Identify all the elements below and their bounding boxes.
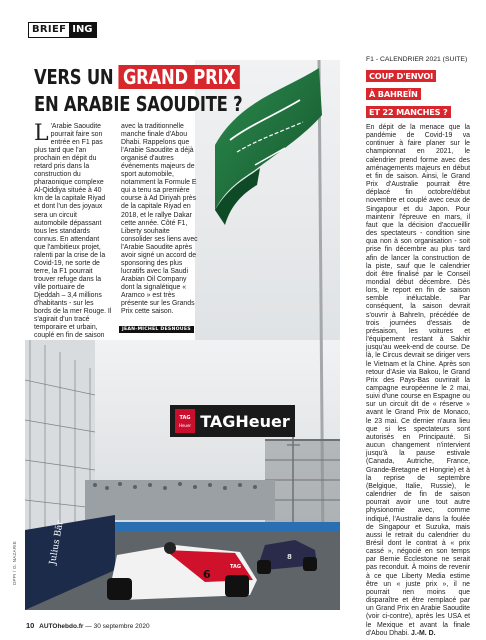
article-text-1: 'Arabie Saoudite pourrait faire son entrée en F1 pas plus tard que l'an prochain en dépit du retard pris dans la construction du pharaonique complexe Al-Qiddiya située à 40 km de la capitale Riyad et dont l'un des joyaux sera un circuit automobile dépassant tous les standards connus. En attendant que l'ambitieux projet, ralenti par la crise de la Covid-19, ne sorte de terre, la F1 pourrait trouver refuge dans la ville portuaire de Djeddah – 3,4 millions d'habitants - sur les bords de la mer Rouge. Il s'agirait d'un tracé temporaire et urbain, couplé en fin de saison [34,123,112,340]
magazine-name: AUTOhebdo.fr [39,623,84,630]
svg-text:6: 6 [203,568,211,581]
sidebar-article [366,56,470,638]
section-header-word: BRIEF [32,24,67,35]
svg-text:TAG: TAG [179,415,191,421]
sidebar-title-3: ET 22 MANCHES ? [366,106,451,118]
article-column-1 [34,123,112,340]
article-text-2: avec la traditionnelle manche finale d'Abou Dhabi. Rappelons que l'Arabie Saoudite a déjà organisé d'autres événements majeurs de sport automobile, notamment la Formule E qui a tenu sa première course à Ad Diriyah près de la capitale Riyad en 2018, et le rallye Dakar cette année. Côté F1, Liberty souhaite consolider ses liens avec l'Arabie Saoudite après avoir signé un accord de sponsoring des plus lucratifs avec la Saudi Arabian Oil Company dont la signalétique « Aramco » est très présente sur les Grands Prix cette saison. [121,123,198,316]
section-header-tag: ING [69,23,95,37]
issue-date: 30 septembre 2020 [93,623,150,630]
article-title: VERS UN GRAND PRIX EN ARABIE SAOUDITE ? [34,65,243,116]
svg-text:Julius Bär: Julius Bär [48,519,66,566]
sidebar-text: En dépit de la menace que la pandémie de Covid-19 va continuer à faire planer sur le championnat en 2021, le calendrier prend forme avec des aménagements majeurs en début et fin de saison. Ainsi, le Grand Prix d'Australie pourrait être déplacé fin octobre/début novembre et couplé avec ceux de Singapour et du Japon. Pour maintenir l'épreuve en mars, il faut que la décision d'accueillir des spectateurs - condition sine qua non à son organisation - soit prise fin décembre au plus tard afin de lancer la construction de la piste, sauf que le calendrier doit être finalisé par le Conseil mondial début décembre. Dès lors, le report en fin de saison semble inéluctable. Par conséquent, la saison devrait s'ouvrir à Bahreïn, précédée de trois journées d'essais de présaison, les voitures et l'équipement restant à Sakhir jusqu'au week-end de course. De là, le Circus devrait se diriger vers le Vietnam et la Chine. Après son retour d'Asie via Bakou, le Grand Prix des Pays-Bas ouvrirait la campagne européenne le 2 mai, suivi d'une course en Espagne ou sur un circuit dit de « réserve » avant le Grand Prix de Monaco, le 23 mai. Ce dernier n'aura lieu que si les spectateurs sont autorisés en Principauté. Si aucun changement n'intervient jusqu'à la pause estivale (Canada, Autriche, France, Grande-Bretagne et Hongrie) et à la reprise de septembre (Belgique, Italie, Russie), le calendrier de fin de saison pourrait avoir une tout autre physionomie avec, comme indiqué, l'Australie dans la foulée de Singapour et Suzuka, mais aussi le retrait du calendrier du Brésil dont le contrat à « prix cassé », négocié en son temps par Bernie Ecclestone ne serait pas reconduit. À moins de revenir à ce que Liberty Media estime être un « juste prix », il ne pourrait rien moins que disparaître et être remplacé par un Grand Prix en Arabie Saoudite (voir ci-contre), après les USA et le Mexique et avant la finale d'Abou Dhabi. J.-M. D. [366,124,470,637]
svg-text:TAGHeuer: TAGHeuer [200,412,290,431]
svg-text:Heuer: Heuer [178,423,192,428]
page-number: 10 [26,621,35,630]
sidebar-title-1: COUP D'ENVOI [366,70,436,82]
svg-text:TAG: TAG [230,564,241,570]
sidebar-title-2: À BAHREÏN [366,88,421,100]
tag-heuer-banner [170,405,295,437]
article-signature: JEAN-MICHEL DESNOUES [119,326,194,333]
svg-text:8: 8 [287,553,292,561]
photo-credit: DPPI / G. NAZARIE [12,541,17,585]
page-footer [26,621,150,630]
article-column-2 [121,123,199,316]
sidebar-kicker: F1 - CALENDRIER 2021 (SUITE) [366,56,468,63]
footer-separator: — [85,623,92,630]
section-header [28,22,97,38]
sidebar-signature: J.-M. D. [411,629,436,637]
drop-cap: L [34,121,49,146]
